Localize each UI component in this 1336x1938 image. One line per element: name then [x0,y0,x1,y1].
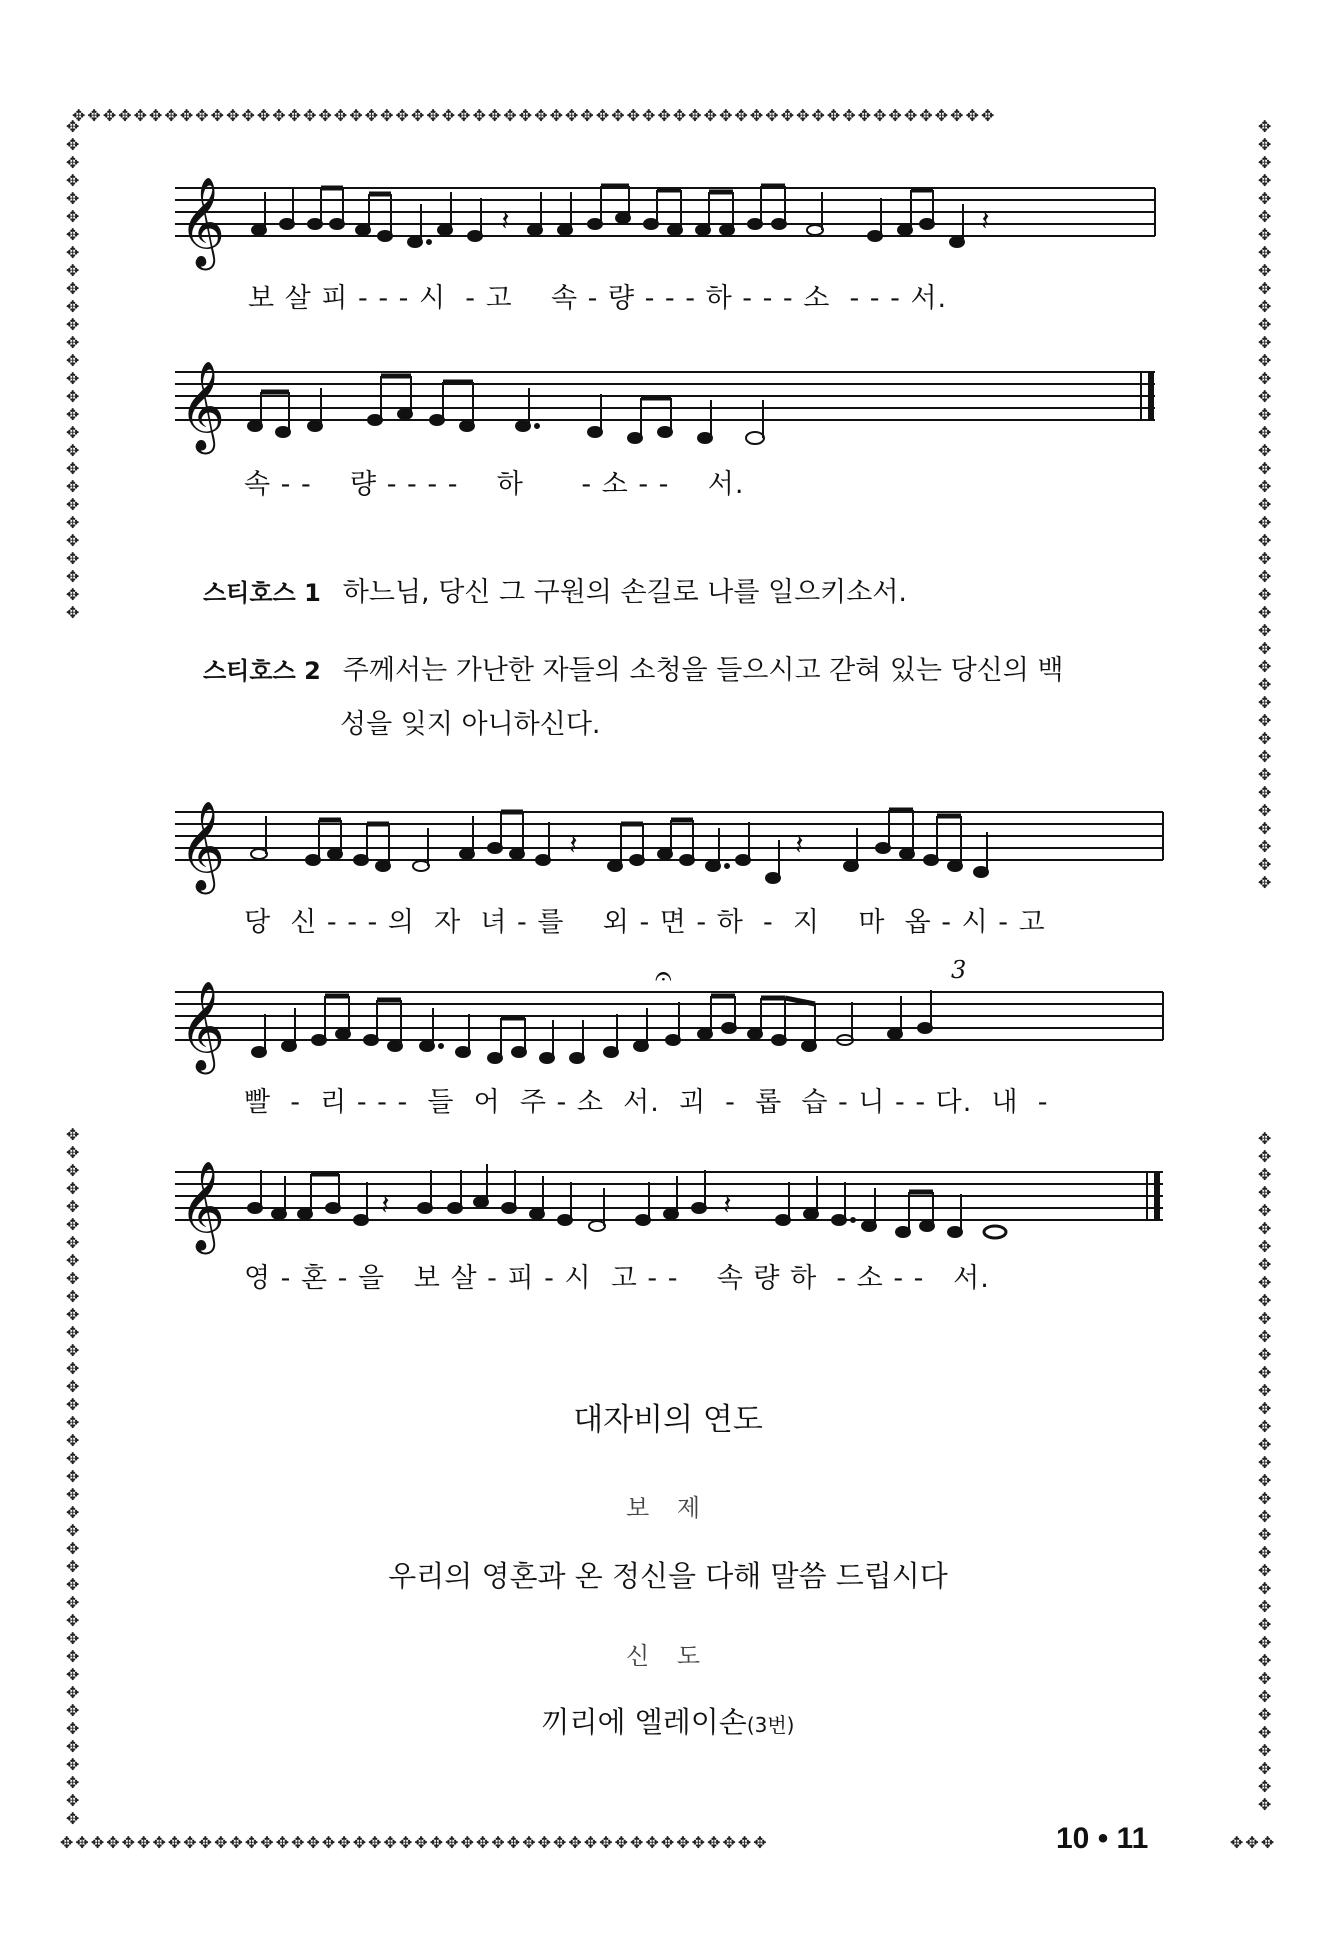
border-left-lower: ✥✥✥✥✥✥✥✥✥✥✥✥✥✥✥✥✥✥✥✥✥✥✥✥✥✥✥✥✥✥✥✥✥✥✥✥✥✥✥ [66,1126,80,1828]
lyrics-line-5: 영 - 혼 - 을 보 살 - 피 - 시 고 - - 속 량 하 - 소 - - 서. [244,1263,990,1294]
border-bottom: ✥✥✥✥✥✥✥✥✥✥✥✥✥✥✥✥✥✥✥✥✥✥✥✥✥✥✥✥✥✥✥✥✥✥✥✥✥✥✥✥✥✥✥✥✥✥ [60,1833,769,1852]
subtitle-deacon: 보 제 [626,1494,710,1522]
music-staff-1 [175,168,1165,273]
music-staff-4 [175,952,1165,1080]
treble-clef-icon: 𝄞 [179,1161,226,1251]
lyrics-line-2: 속 - - 량 - - - - 하 - 소 - - 서. [244,469,745,500]
lyrics-line-3: 당 신 - - - 의 자 녀 - 를 외 - 면 - 하 - 지 마 옵 - 시 - 고 [244,907,1046,938]
lyrics-line-1: 보 살 피 - - - 시 - 고 속 - 량 - - - 하 - - - 소 - - - 서. [248,283,948,314]
treble-clef-icon: 𝄞 [179,177,226,267]
verse-2-continuation: 성을 잊지 아니하신다. [340,709,601,740]
staff-1-notes [252,186,964,247]
section-title: 대자비의 연도 [573,1402,763,1438]
deacon-line: 우리의 영혼과 온 정신을 다해 말씀 드립시다 [388,1559,948,1593]
fermata-icon: 𝄐 [655,959,672,994]
svg-text:𝄽: 𝄽 [795,828,804,861]
verse-2 [203,644,1064,698]
people-line [0,1700,1336,1741]
treble-clef-icon: 𝄞 [179,981,226,1071]
staff-4-notes [252,990,932,1063]
svg-text:𝄽: 𝄽 [723,1188,732,1221]
svg-text:𝄽: 𝄽 [569,828,578,861]
page-number: 10 • 11 [1056,1822,1149,1855]
border-bottom-right: ✥✥✥ [1230,1833,1277,1852]
verse-1 [203,566,907,620]
svg-text:𝄽: 𝄽 [381,1188,390,1221]
border-right-upper: ✥✥✥✥✥✥✥✥✥✥✥✥✥✥✥✥✥✥✥✥✥✥✥✥✥✥✥✥✥✥✥✥✥✥✥✥✥✥✥✥✥✥✥ [1258,118,1272,892]
kyrie-text: 끼리에 엘레이손 [541,1705,747,1739]
triplet-mark: 3 [951,956,967,984]
staff-3-notes [251,810,988,883]
music-staff-3 [175,792,1165,897]
repeat-note: (3번) [746,1713,795,1737]
treble-clef-icon: 𝄞 [179,361,226,451]
subtitle-people: 신 도 [626,1642,710,1670]
border-left-upper: ✥✥✥✥✥✥✥✥✥✥✥✥✥✥✥✥✥✥✥✥✥✥✥✥✥✥✥✥ [66,118,80,622]
lyrics-line-4: 빨 - 리 - - - 들 어 주 - 소 서. 괴 - 롭 습 - 니 - - 다. 내 - [244,1087,1049,1118]
verse-2-label: 스티호스 2 [203,657,321,685]
verse-1-text: 하느님, 당신 그 구원의 손길로 나를 일으키소서. [342,577,908,608]
svg-text:𝄽: 𝄽 [501,204,510,237]
border-right-lower: ✥✥✥✥✥✥✥✥✥✥✥✥✥✥✥✥✥✥✥✥✥✥✥✥✥✥✥✥✥✥✥✥✥✥✥✥✥✥ [1258,1130,1272,1814]
verse-2-text: 주께서는 가난한 자들의 소청을 들으시고 갇혀 있는 당신의 백 [342,655,1064,686]
border-top: ✥✥✥✥✥✥✥✥✥✥✥✥✥✥✥✥✥✥✥✥✥✥✥✥✥✥✥✥✥✥✥✥✥✥✥✥✥✥✥✥✥✥✥✥✥✥✥✥✥✥✥✥✥✥✥✥✥✥✥✥ [72,106,997,125]
treble-clef-icon: 𝄞 [179,801,226,891]
music-staff-5 [175,1152,1165,1257]
svg-text:𝄽: 𝄽 [981,204,990,237]
staff-5-notes [248,1164,1006,1238]
music-staff-2 [175,352,1165,457]
verse-1-label: 스티호스 1 [203,579,321,607]
staff-2-notes [248,376,764,444]
